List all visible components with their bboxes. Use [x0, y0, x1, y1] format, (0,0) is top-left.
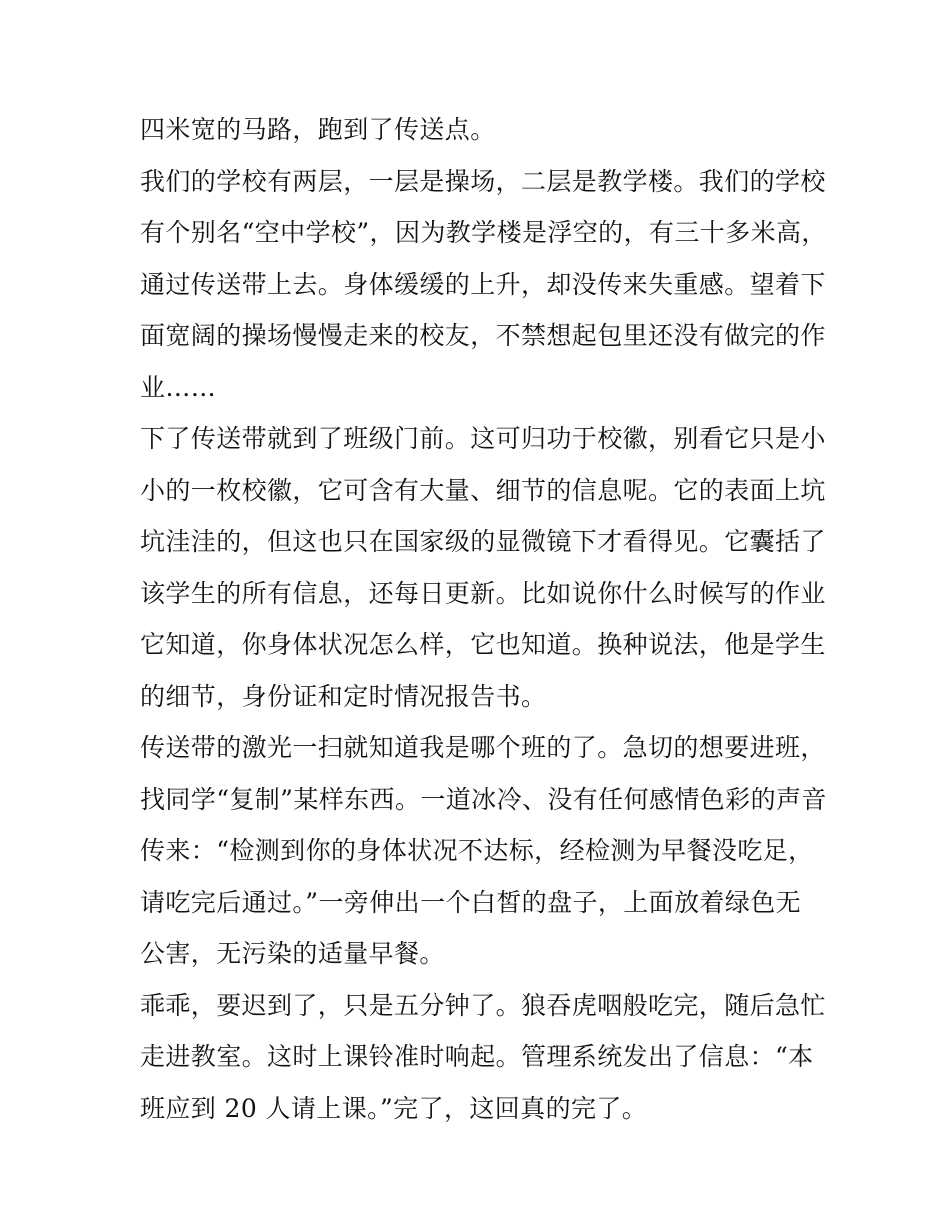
text-line: 下了传送带就到了班级门前。这可归功于校徽，别看它只是小 [140, 424, 826, 453]
text-line: 该学生的所有信息，还每日更新。比如说你什么时候写的作业 [140, 578, 826, 608]
text-line: 有个别名“空中学校”，因为教学楼是浮空的，有三十多米高， [140, 218, 827, 247]
text-line: 找同学“复制”某样东西。一道冰冷、没有任何感情色彩的声音 [140, 784, 827, 814]
text-line: 我们的学校有两层，一层是操场，二层是教学楼。我们的学校 [140, 166, 826, 196]
document-body [140, 104, 827, 1134]
text-line: 班应到 20 人请上课。”完了，这回真的完了。 [140, 1093, 648, 1123]
text-line: 传送带的激光一扫就知道我是哪个班的了。急切的想要进班， [140, 733, 826, 762]
text-line: 小的一枚校徽，它可含有大量、细节的信息呢。它的表面上坑 [140, 475, 826, 505]
text-line: 通过传送带上去。身体缓缓的上升，却没传来失重感。望着下 [140, 269, 826, 299]
text-line: 请吃完后通过。”一旁伸出一个白皙的盘子，上面放着绿色无 [140, 887, 802, 917]
text-line: 面宽阔的操场慢慢走来的校友，不禁想起包里还没有做完的作 [140, 321, 826, 350]
text-line: 坑洼洼的，但这也只在国家级的显微镜下才看得见。它囊括了 [140, 527, 826, 556]
text-line: 四米宽的马路，跑到了传送点。 [140, 115, 496, 144]
text-line: 传来：“检测到你的身体状况不达标，经检测为早餐没吃足， [140, 836, 814, 865]
text-line: 乖乖，要迟到了，只是五分钟了。狼吞虎咽般吃完，随后急忙 [140, 990, 826, 1020]
text-line: 的细节，身份证和定时情况报告书。 [140, 681, 547, 711]
text-line: 业…… [140, 372, 217, 402]
text-line: 走进教室。这时上课铃准时响起。管理系统发出了信息：“本 [140, 1042, 814, 1071]
text-line: 它知道，你身体状况怎么样，它也知道。换种说法，他是学生 [140, 630, 826, 659]
text-line: 公害，无污染的适量早餐。 [140, 939, 445, 968]
